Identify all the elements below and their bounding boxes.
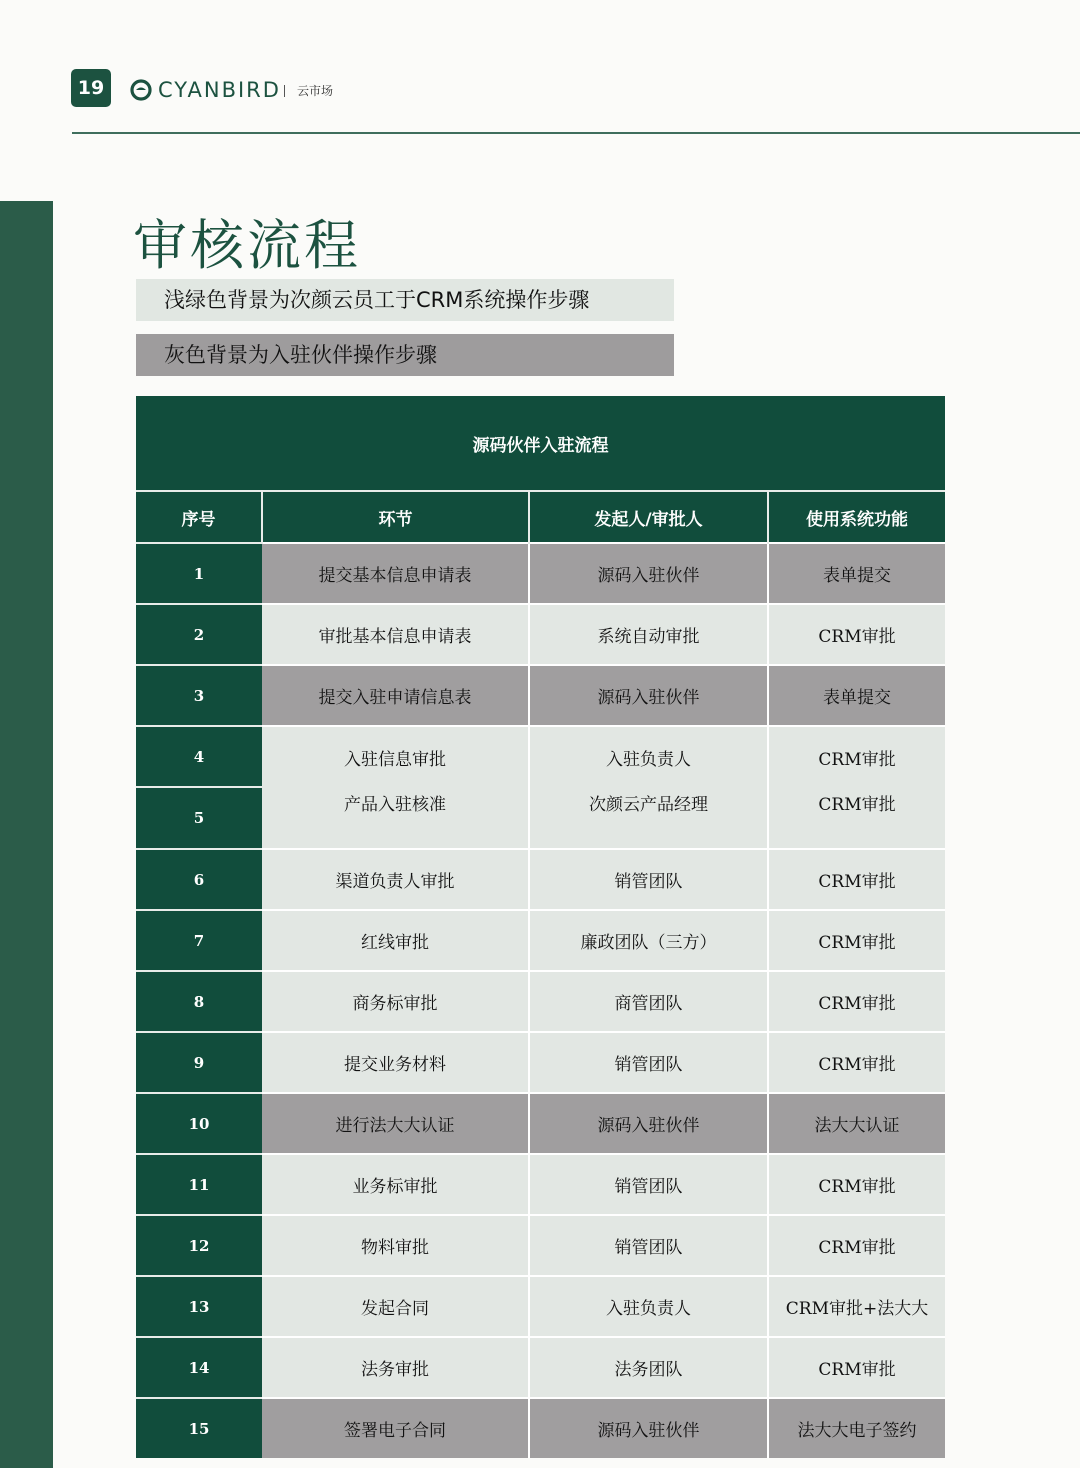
row-step: 提交业务材料	[262, 1032, 529, 1093]
row-actor: 源码入驻伙伴	[529, 1398, 768, 1458]
row-function: CRM审批	[768, 1154, 945, 1215]
row-actor: 商管团队	[529, 971, 768, 1032]
row-actor: 源码入驻伙伴	[529, 543, 768, 604]
row-actor: 销管团队	[529, 1032, 768, 1093]
header-divider	[284, 85, 285, 97]
brand-name: CYANBIRD	[158, 78, 281, 102]
row-number: 7	[136, 910, 262, 971]
table-caption: 源码伙伴入驻流程	[136, 396, 945, 491]
row-actor: 销管团队	[529, 1154, 768, 1215]
column-header-actor: 发起人/审批人	[529, 491, 768, 543]
row-actor: 源码入驻伙伴	[529, 665, 768, 726]
row-number: 8	[136, 971, 262, 1032]
row-function: 表单提交	[768, 543, 945, 604]
row-number: 6	[136, 849, 262, 910]
header-rule	[72, 132, 1080, 134]
row-number: 12	[136, 1215, 262, 1276]
table-row	[136, 726, 945, 787]
row-function: CRM审批	[768, 726, 945, 787]
row-step: 业务标审批	[262, 1154, 529, 1215]
row-number: 4	[136, 726, 262, 787]
row-number: 15	[136, 1398, 262, 1458]
table-row	[136, 1215, 945, 1276]
row-actor: 入驻负责人	[529, 726, 768, 787]
row-function: 法大大认证	[768, 1093, 945, 1154]
row-step: 进行法大大认证	[262, 1093, 529, 1154]
onboarding-flow-table	[136, 396, 945, 1458]
row-function: 表单提交	[768, 665, 945, 726]
row-number: 3	[136, 665, 262, 726]
row-step: 产品入驻核准	[262, 787, 529, 849]
brand-logo	[130, 78, 281, 102]
row-number: 11	[136, 1154, 262, 1215]
table-row	[136, 1337, 945, 1398]
row-step: 物料审批	[262, 1215, 529, 1276]
table-row	[136, 971, 945, 1032]
row-actor: 法务团队	[529, 1337, 768, 1398]
row-function: 法大大电子签约	[768, 1398, 945, 1458]
cyanbird-logo-icon	[130, 79, 152, 101]
row-number: 14	[136, 1337, 262, 1398]
row-actor: 销管团队	[529, 849, 768, 910]
side-accent-bar	[0, 201, 53, 1468]
section-label: 云市场	[297, 84, 334, 98]
row-function: CRM审批	[768, 1337, 945, 1398]
row-step: 渠道负责人审批	[262, 849, 529, 910]
table-row	[136, 665, 945, 726]
row-actor: 销管团队	[529, 1215, 768, 1276]
row-step: 商务标审批	[262, 971, 529, 1032]
row-actor: 源码入驻伙伴	[529, 1093, 768, 1154]
row-step: 入驻信息审批	[262, 726, 529, 787]
table-row	[136, 849, 945, 910]
row-actor: 系统自动审批	[529, 604, 768, 665]
row-function: CRM审批	[768, 910, 945, 971]
row-function: CRM审批	[768, 1032, 945, 1093]
row-number: 13	[136, 1276, 262, 1337]
page-title: 审核流程	[133, 214, 361, 277]
row-step: 审批基本信息申请表	[262, 604, 529, 665]
column-header-step: 环节	[262, 491, 529, 543]
column-header-no: 序号	[136, 491, 262, 543]
legend-staff-steps: 浅绿色背景为次颜云员工于CRM系统操作步骤	[136, 279, 674, 321]
row-actor: 廉政团队（三方）	[529, 910, 768, 971]
row-function: CRM审批	[768, 849, 945, 910]
table-row	[136, 787, 945, 849]
row-step: 发起合同	[262, 1276, 529, 1337]
column-header-function: 使用系统功能	[768, 491, 945, 543]
row-number: 1	[136, 543, 262, 604]
row-function: CRM审批+法大大	[768, 1276, 945, 1337]
row-number: 10	[136, 1093, 262, 1154]
row-step: 提交基本信息申请表	[262, 543, 529, 604]
row-step: 法务审批	[262, 1337, 529, 1398]
row-number: 5	[136, 787, 262, 849]
row-step: 签署电子合同	[262, 1398, 529, 1458]
table-row	[136, 604, 945, 665]
row-function: CRM审批	[768, 787, 945, 849]
table-row	[136, 1154, 945, 1215]
row-number: 2	[136, 604, 262, 665]
table-row	[136, 1398, 945, 1458]
row-function: CRM审批	[768, 971, 945, 1032]
row-step: 红线审批	[262, 910, 529, 971]
row-step: 提交入驻申请信息表	[262, 665, 529, 726]
table-row	[136, 1093, 945, 1154]
row-function: CRM审批	[768, 1215, 945, 1276]
table-row	[136, 1276, 945, 1337]
table-row	[136, 1032, 945, 1093]
table-row	[136, 543, 945, 604]
row-number: 9	[136, 1032, 262, 1093]
table-row	[136, 910, 945, 971]
row-function: CRM审批	[768, 604, 945, 665]
row-actor: 次颜云产品经理	[529, 787, 768, 849]
legend-partner-steps: 灰色背景为入驻伙伴操作步骤	[136, 334, 674, 376]
page-number-badge: 19	[71, 69, 111, 107]
row-actor: 入驻负责人	[529, 1276, 768, 1337]
